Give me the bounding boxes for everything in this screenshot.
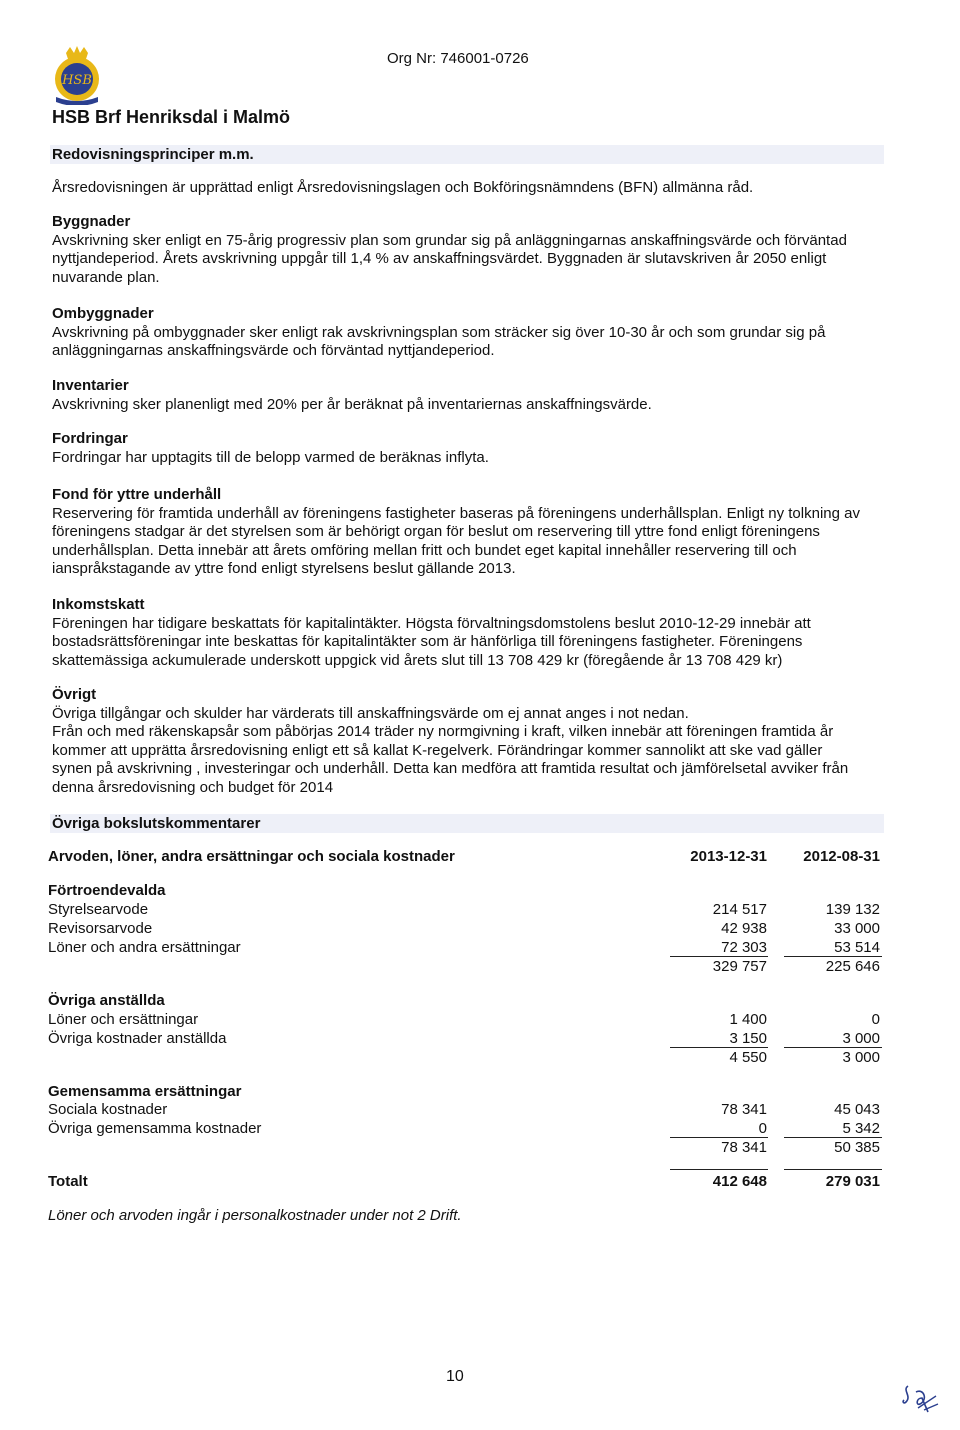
section-heading: Fordringar (52, 430, 128, 447)
section-line: underhållsplan. Detta innebär att årets omföring mellan fritt och bundet eget kapital innehåller reservering till och (52, 541, 797, 559)
section-line: anläggningarnas anskaffningsvärde och förväntad nyttjandeperiod. (52, 342, 495, 359)
row-value-2012: 33 000 (834, 920, 880, 937)
section-line: Avskrivning sker planenligt med 20% per år beräknat på inventariernas anskaffningsvärde. (52, 395, 652, 413)
row-value-2013: 214 517 (712, 901, 767, 918)
row-value-2012: 45 043 (834, 1101, 880, 1118)
row-value-2012: 3 000 (842, 1030, 880, 1047)
row-value-2013: 3 150 (729, 1030, 767, 1047)
row-value-2013: 0 (758, 1120, 767, 1137)
table-header (48, 847, 882, 866)
column-header-2012: 2012-08-31 (803, 848, 880, 865)
footnote: Löner och arvoden ingår i personalkostnader under not 2 Drift. (48, 1207, 462, 1224)
section-heading: Byggnader (52, 213, 131, 230)
section-heading: Inventarier (52, 377, 129, 394)
org-number: Org Nr: 746001-0726 (387, 50, 529, 67)
section-line: synen på avskrivning , investeringar och underhåll. Detta kan medföra att framtida resultat och jämförelsetal avviker från (52, 760, 849, 777)
section-line: bostadsrättsföreningar inte beskattas för kapitalintäkter som är hänförliga till föreningens fastigheter. Föreningens (52, 633, 803, 650)
section-heading: Fond för yttre underhåll (52, 486, 222, 503)
row-label: Övriga kostnader anställda (48, 1030, 227, 1047)
subtotal-row (48, 957, 882, 976)
group-heading-text: Övriga anställda (48, 992, 165, 1009)
row-value-2013: 1 400 (729, 1011, 767, 1028)
section-line: Från och med räkenskapsår som påbörjas 2014 träder ny normgivning i kraft, vilken innebär att föreningen framtida år (52, 723, 834, 740)
section-fordringar (52, 430, 882, 467)
section-ovrigt (52, 686, 882, 797)
table-row (48, 919, 882, 938)
table-row (48, 900, 882, 919)
section-line: Föreningen har tidigare beskattats för kapitalintäkter. Högsta förvaltningsdomstolens beslut 2010-12-29 innebär att (52, 614, 811, 632)
table-title: Arvoden, löner, andra ersättningar och sociala kostnader (48, 848, 455, 865)
row-value-2013: 78 341 (721, 1101, 767, 1118)
total-rule (784, 1169, 882, 1170)
section-line: Övriga tillgångar och skulder har värderats till anskaffningsvärde om ej annat anges i not nedan. (52, 704, 689, 722)
row-value-2012: 139 132 (825, 901, 880, 918)
table-row (48, 1029, 882, 1048)
row-label: Revisorsarvode (48, 920, 153, 937)
table-row (48, 1010, 882, 1029)
section-line: föreningens stadgar är det styrelsen som är behörigt organ för beslut om reservering till yttre fond enligt föreningens (52, 523, 820, 540)
section-heading: Övrigt (52, 686, 97, 703)
section-line: nyttjandeperiod. Årets avskrivning uppgår till 1,4 % av anskaffningsvärdet. Byggnaden är slutavskriven år 2050 enligt (52, 250, 827, 267)
subtotal-row (48, 1138, 882, 1157)
page-number: 10 (446, 1368, 464, 1385)
row-label: Löner och andra ersättningar (48, 939, 241, 956)
table-row (48, 938, 882, 957)
association-name: HSB Brf Henriksdal i Malmö (52, 107, 291, 127)
row-label: Sociala kostnader (48, 1101, 168, 1118)
section-fond-yttre-underhall (52, 486, 882, 579)
group-heading (48, 1082, 882, 1101)
group-heading (48, 991, 882, 1010)
closing-title: Övriga bokslutskommentarer (52, 815, 261, 832)
section-line: Avskrivning på ombyggnader sker enligt rak avskrivningsplan som sträcker sig över 10-30 år och som grundar sig på (52, 323, 826, 341)
intro-paragraph (52, 179, 882, 198)
section-line: denna årsredovisning och budget för 2014 (52, 778, 334, 796)
row-label: Löner och ersättningar (48, 1011, 199, 1028)
column-header-2013: 2013-12-31 (690, 848, 767, 865)
row-value-2013: 72 303 (721, 939, 767, 956)
subtotal-row (48, 1048, 882, 1067)
total-label: Totalt (48, 1173, 88, 1190)
subtotal-2013: 4 550 (729, 1049, 767, 1066)
group-heading (48, 881, 882, 900)
total-2012: 279 031 (825, 1173, 880, 1190)
section-line: Avskrivning sker enligt en 75-årig progressiv plan som grundar sig på anläggningarnas anskaffningsvärde och förväntad (52, 231, 847, 249)
hsb-logo-icon (44, 45, 110, 105)
table-row (48, 1119, 882, 1138)
section-line: ianspråkstagande av yttre fond enligt styrelsens beslut gällande 2013. (52, 560, 516, 577)
closing-band (50, 814, 884, 833)
section-line: Reservering för framtida underhåll av föreningens fastigheter baseras på föreningens underhållsplan. Enligt ny tolkning av (52, 504, 860, 522)
row-label: Styrelsearvode (48, 901, 149, 918)
group-heading-text: Gemensamma ersättningar (48, 1083, 242, 1100)
row-value-2012: 5 342 (842, 1120, 880, 1137)
total-rule (670, 1169, 768, 1170)
row-value-2013: 42 938 (721, 920, 767, 937)
section-inkomstskatt (52, 596, 882, 670)
intro-text: Årsredovisningen är upprättad enligt Årsredovisningslagen och Bokföringsnämndens (BFN) allmänna råd. (52, 179, 754, 196)
principles-band (50, 145, 884, 164)
section-line: nuvarande plan. (52, 268, 160, 286)
section-ombyggnader (52, 305, 882, 361)
section-line: kommer att upprätta årsredovisning enligt ett så kallat K-regelverk. Förändringar kommer sannolikt att ske vad gäller (52, 741, 823, 759)
principles-title: Redovisningsprinciper m.m. (52, 146, 254, 163)
group-heading-text: Förtroendevalda (48, 882, 166, 899)
section-line: skattemässiga ackumulerade underskott uppgick vid årets slut till 13 708 429 kr (föregående år 13 708 429 kr) (52, 651, 783, 669)
section-line: Fordringar har upptagits till de belopp varmed de beräknas inflyta. (52, 448, 489, 466)
subtotal-2012: 50 385 (834, 1139, 880, 1156)
subtotal-2012: 225 646 (825, 958, 880, 975)
logo-text: HSB (62, 73, 92, 88)
subtotal-2013: 78 341 (721, 1139, 767, 1156)
row-value-2012: 53 514 (834, 939, 880, 956)
section-heading: Ombyggnader (52, 305, 154, 322)
total-row (48, 1172, 882, 1191)
row-value-2012: 0 (871, 1011, 880, 1028)
table-row (48, 1100, 882, 1119)
row-label: Övriga gemensamma kostnader (48, 1120, 262, 1137)
total-2013: 412 648 (712, 1173, 767, 1190)
section-byggnader (52, 213, 882, 287)
subtotal-2013: 329 757 (712, 958, 767, 975)
signature-icon (898, 1378, 944, 1418)
section-inventarier (52, 377, 882, 414)
subtotal-2012: 3 000 (842, 1049, 880, 1066)
section-heading: Inkomstskatt (52, 596, 145, 613)
